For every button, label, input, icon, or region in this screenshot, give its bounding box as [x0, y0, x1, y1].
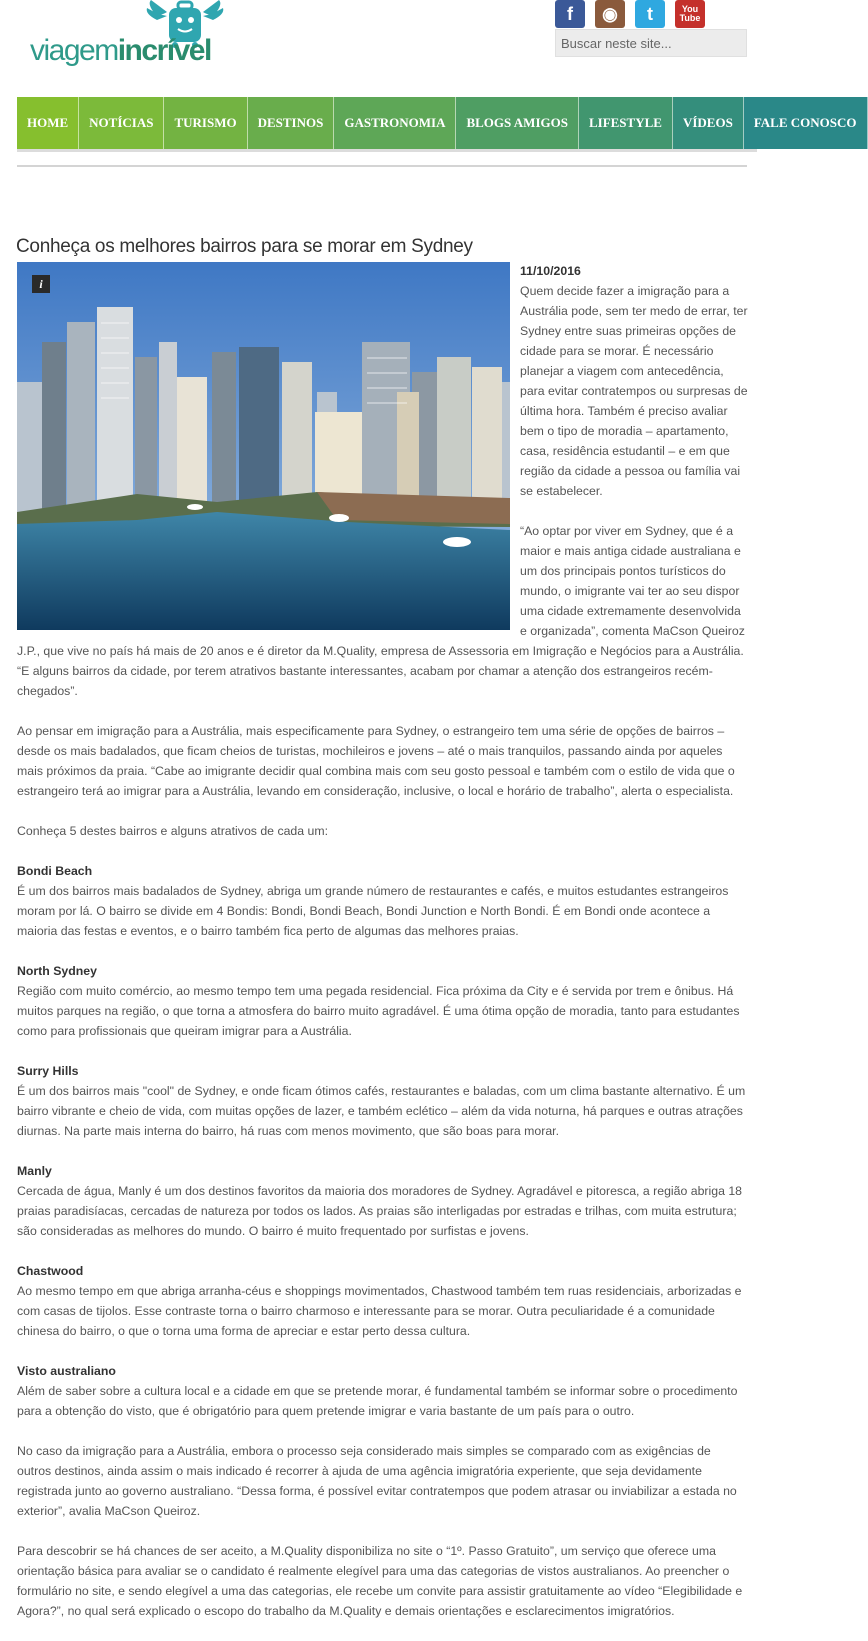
section-heading: Surry Hills [17, 1064, 79, 1078]
section-text: É um dos bairros mais "cool" de Sydney, e onde ficam ótimos cafés, restaurantes e baladas, com um clima bastante alternativo. É um bairro vibrante e cheio de vida, com muitas opções de lazer, e também eclético – além da vida noturna, há parques e outras atrações diurnas. Na parte mais interna do bairro, há ruas com menos movimento, que são boas para morar. [17, 1084, 746, 1138]
article-quote: “Ao optar por viver em Sydney, que é a maior e mais antiga cidade australiana e um dos principais pontos turísticos do mundo, o imigrante vai ter ao seu dispor uma cidade extremamente desenvolvida e organizada”, comenta MaCson Queiroz J.P., que vive no país há mais de 20 anos e é diretor da M.Quality, empresa de Assessoria em Imigração e Negócios para a Austrália. “E alguns bairros da cidade, por terem atrativos bastante interessantes, acabam por chamar a atenção dos estrangeiros recém-chegados”. [17, 524, 745, 698]
article-date: 11/10/2016 [520, 264, 581, 278]
article-title: Conheça os melhores bairros para se morar em Sydney [16, 236, 473, 257]
section-heading: Visto australiano [17, 1364, 116, 1378]
nav-item-lifestyle[interactable]: LIFESTYLE [579, 97, 673, 149]
section-text: Ao mesmo tempo em que abriga arranha-céus e shoppings movimentados, Chastwood também tem ruas residenciais, arborizadas e com casas de tijolos. Esse contraste torna o bairro charmoso e interessante para se morar. Outra peculiaridade é a comunidade chinesa do bairro, o que o torna uma forma de apreciar e estar perto dessa cultura. [17, 1284, 742, 1338]
nav-item-fale-conosco[interactable]: FALE CONOSCO [744, 97, 868, 149]
nav-item-notícias[interactable]: NOTÍCIAS [79, 97, 164, 149]
youtube-icon-text-bottom: Tube [679, 13, 701, 23]
section-text: Além de saber sobre a cultura local e a cidade em que se pretende morar, é fundamental também se informar sobre o procedimento para a obtenção do visto, que é obrigatório para quem pretende imigrar e varia bastante de um país para o outro. [17, 1384, 738, 1418]
section-text: É um dos bairros mais badalados de Sydney, abriga um grande número de restaurantes e cafés, e muitos estudantes estrangeiros moram por lá. O bairro se divide em 4 Bondis: Bondi, Bondi Beach, Bondi Junction e North Bondi. É em Bondi onde acontece a maioria das festas e eventos, e o bairro também fica perto de algumas das melhores praias. [17, 884, 729, 938]
section-text: Região com muito comércio, ao mesmo tempo tem uma pegada residencial. Fica próxima da City e é servida por trem e ônibus. Há muitos parques na região, o que torna a atmosfera do bairro muito agradável. É uma ótima opção de moradia, tanto para estudantes como para profissionais que queiram imigrar para a Austrália. [17, 984, 740, 1038]
section-heading: Bondi Beach [17, 864, 93, 878]
article-agency: No caso da imigração para a Austrália, embora o processo seja considerado mais simples se comparado com as exigências de outros destinos, ainda assim o mais indicado é recorrer à ajuda de uma agência imigratória experiente, que seja devidamente registrada junto ao governo australiano. “Dessa forma, é possível evitar contratempos que podem atrasar ou inviabilizar a estada no exterior”, avalia MaCson Queiroz. [17, 1444, 737, 1518]
sydney-skyline-image [17, 262, 510, 630]
nav-item-home[interactable]: HOME [17, 97, 79, 149]
site-header [0, 0, 757, 92]
article-list-intro: Conheça 5 destes bairros e alguns atrativos de cada um: [17, 824, 329, 838]
nav-item-turismo[interactable]: TURISMO [164, 97, 247, 149]
facebook-icon[interactable]: f [555, 0, 585, 28]
info-icon[interactable]: i [32, 275, 50, 293]
article-body [17, 262, 748, 1641]
instagram-icon[interactable]: ◉ [595, 0, 625, 28]
nav-divider [17, 165, 747, 167]
search-input[interactable] [555, 29, 747, 57]
section-heading: Manly [17, 1164, 52, 1178]
main-nav [17, 97, 857, 152]
nav-item-vídeos[interactable]: VÍDEOS [673, 97, 744, 149]
section-heading: Chastwood [17, 1264, 84, 1278]
article-photo [17, 262, 510, 630]
site-logo[interactable] [30, 0, 230, 82]
section-heading: North Sydney [17, 964, 97, 978]
nav-item-gastronomia[interactable]: GASTRONOMIA [334, 97, 456, 149]
article-intro: Quem decide fazer a imigração para a Austrália pode, sem ter medo de errar, ter Sydney entre suas primeiras opções de cidade para se morar. É necessário planejar a viagem com antecedência, para evitar contratempos ou surpresas de última hora. Também é preciso avaliar bem o tipo de moradia – apartamento, casa, residência estudantil – e em que região da cidade a pessoa ou família vai se estabelecer. [520, 284, 748, 498]
youtube-icon[interactable] [675, 0, 705, 28]
article-final: Para descobrir se há chances de ser aceito, a M.Quality disponibiliza no site o “1º. Passo Gratuito”, um serviço que oferece uma orientação básica para avaliar se o candidato é realmente elegível para uma das categorias de vistos australianos. Ao preencher o formulário no site, e sendo elegível a uma das categorias, ele recebe um convite para assistir gratuitamente ao vídeo “Elegibilidade e Agora?”, no qual será explicado o escopo do trabalho da M.Quality e demais orientações e esclarecimentos imigratórios. [17, 1544, 743, 1618]
twitter-icon[interactable]: t [635, 0, 665, 28]
logo-text-viagem: viagem [30, 34, 118, 67]
article-options: Ao pensar em imigração para a Austrália, mais especificamente para Sydney, o estrangeiro tem uma série de opções de bairros – desde os mais badalados, que ficam cheios de turistas, mochileiros e jovens – até o mais tranquilos, passando ainda por aqueles mais próximos da praia. “Cabe ao imigrante decidir qual combina mais com seu gosto pessoal e também com o estilo de vida que o estrangeiro terá ao imigrar para a Austrália, levando em consideração, inclusive, o local e horário de trabalho”, alerta o especialista. [17, 724, 735, 798]
section-text: Cercada de água, Manly é um dos destinos favoritos da maioria dos moradores de Sydney. Agradável e pitoresca, a região abriga 18 praias paradisíacas, cercadas de natureza por todos os lados. As praias são interligadas por estradas e trilhas, com muita estrutura; são consideradas as melhores do mundo. O bairro é muito frequentado por surfistas e jovens. [17, 1184, 743, 1238]
nav-item-blogs-amigos[interactable]: BLOGS AMIGOS [456, 97, 579, 149]
nav-item-destinos[interactable]: DESTINOS [248, 97, 335, 149]
social-links [555, 0, 705, 28]
logo-wordmark [30, 34, 211, 68]
youtube-icon-text-top: You [681, 4, 699, 14]
logo-text-incrivel: incrível [117, 34, 211, 67]
